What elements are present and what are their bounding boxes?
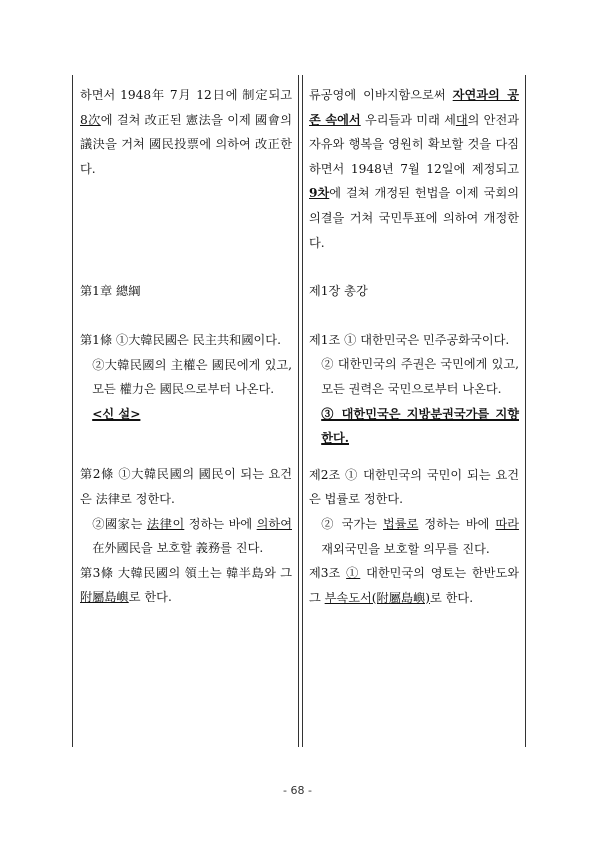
comparison-table (72, 75, 526, 747)
preamble-current: 하면서 1948年 7月 12日에 制定되고 8次에 걸쳐 改正된 憲法을 이제 國會의 議決을 거쳐 國民投票에 의하여 改正한다. (80, 88, 292, 176)
new-clause-label: <신 설> (92, 406, 141, 421)
page-number: - 68 - (283, 784, 312, 797)
column-current-constitution (80, 83, 292, 610)
article-2-amendment: 제2조 ① 대한민국의 국민이 되는 요건은 법률로 정한다. (309, 467, 519, 507)
article-1-current: 第1條 ①大韓民國은 民主共和國이다. (80, 332, 281, 347)
article-1-clause-2-amendment: ② 대한민국의 주권은 국민에게 있고, 모든 권력은 국민으로부터 나온다. (321, 357, 519, 396)
article-3-current: 第3條 大韓民國의 領土는 韓半島와 그 附屬島嶼로 한다. (80, 565, 292, 605)
chapter-title-amendment: 제1장 총강 (309, 284, 368, 299)
article-2-current: 第2條 ①大韓民國의 國民이 되는 요건은 法律로 정한다. (80, 467, 292, 506)
column-amendment (309, 83, 519, 610)
table-border-right (525, 75, 526, 747)
chapter-title-current: 第1章 總綱 (80, 284, 141, 299)
article-1-amendment: 제1조 ① 대한민국은 민주공화국이다. (309, 332, 510, 347)
article-2-clause-2-current: ②國家는 法律이 정하는 바에 의하여 在外國民을 보호할 義務를 진다. (92, 516, 292, 556)
table-border-left (72, 75, 73, 747)
article-1-clause-3-amendment: ③ 대한민국은 지방분권국가를 지향한다. (321, 406, 519, 446)
article-1-clause-2-current: ②大韓民國의 主權은 國民에게 있고, 모든 權力은 國民으로부터 나온다. (92, 357, 292, 397)
table-divider (302, 75, 303, 747)
article-2-clause-2-amendment: ② 국가는 법률로 정하는 바에 따라 재외국민을 보호할 의무를 진다. (321, 516, 519, 556)
table-divider (298, 75, 299, 747)
preamble-amendment: 류공영에 이바지함으로써 자연과의 공존 속에서 우리들과 미래 세대의 안전과 자유와 행복을 영원히 확보할 것을 다짐하면서 1948년 7월 12일에 제정되고 9차에 걸쳐 개정된 헌법을 이제 국회의 의결을 거쳐 국민투표에 의하여 개정한다. (309, 88, 519, 250)
article-3-amendment: 제3조 ① 대한민국의 영토는 한반도와 그 부속도서(附屬島嶼)로 한다. (309, 566, 519, 605)
